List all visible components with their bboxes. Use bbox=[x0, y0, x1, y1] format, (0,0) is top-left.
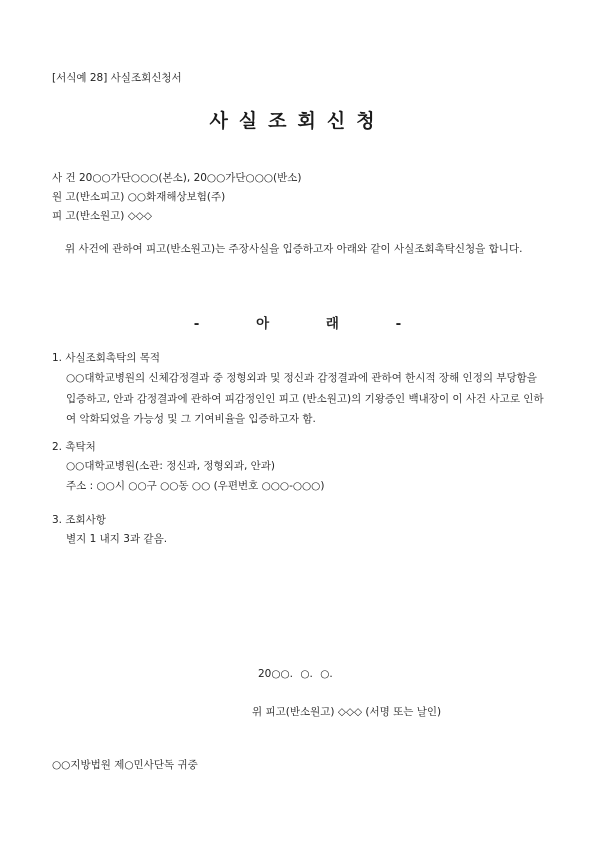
section-2-heading: 2. 촉탁처 bbox=[52, 441, 96, 453]
defendant-line: 피 고(반소원고) ◇◇◇ bbox=[52, 210, 152, 222]
case-number-line: 사 건 20○○가단○○○(본소), 20○○가단○○○(반소) bbox=[52, 172, 302, 184]
section-2-institution: ○○대학교병원(소관: 정신과, 정형외과, 안과) bbox=[66, 460, 276, 472]
section-1-body: ○○대학교병원의 신체감정결과 중 정형외과 및 정신과 감정결과에 관하여 한시적 장해 인정의 부당함을 입증하고, 안과 감정결과에 관하여 피감정인인 피고 (반소원고)의 기왕증인 백내장이 이 사건 사고로 인하여 악화되었을 가능성 및 그 기여비율을 입증하고자 함. bbox=[66, 372, 544, 425]
plaintiff-line: 원 고(반소피고) ○○화재해상보험(주) bbox=[52, 191, 226, 203]
filing-date: 20○○. ○. ○. bbox=[258, 668, 333, 680]
section-divider-arae: - 아 래 - bbox=[193, 316, 402, 332]
section-2-address: 주소 : ○○시 ○○구 ○○동 ○○ (우편번호 ○○○-○○○) bbox=[66, 480, 325, 492]
form-label: [서식예 28] 사실조회신청서 bbox=[52, 72, 182, 84]
section-3-body: 별지 1 내지 3과 같음. bbox=[66, 533, 168, 545]
court-addressee: ○○지방법원 제○민사단독 귀중 bbox=[52, 759, 198, 771]
section-3-heading: 3. 조회사항 bbox=[52, 514, 106, 526]
signature-line: 위 피고(반소원고) ◇◇◇ (서명 또는 날인) bbox=[252, 706, 442, 718]
document-title: 사실조회신청 bbox=[209, 110, 386, 132]
section-1-heading: 1. 사실조회촉탁의 목적 bbox=[52, 352, 160, 364]
intro-paragraph: 위 사건에 관하여 피고(반소원고)는 주장사실을 입증하고자 아래와 같이 사실조회촉탁신청을 합니다. bbox=[65, 243, 523, 255]
